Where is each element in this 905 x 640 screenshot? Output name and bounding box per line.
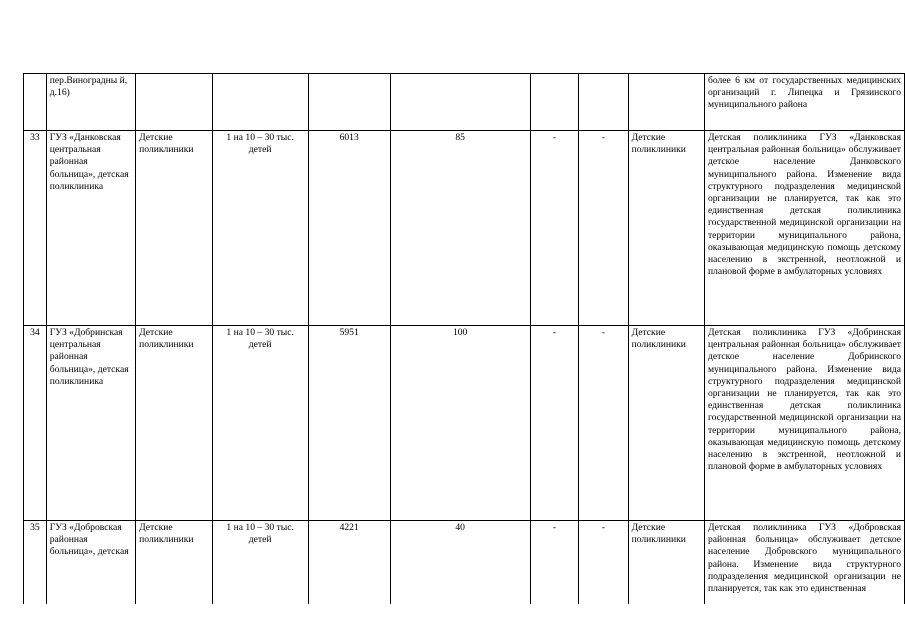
facility-name-cell: ГУЗ «Данковская центральная районная больница», детская поликлиника: [46, 131, 135, 326]
column-7-cell: -: [530, 131, 578, 326]
norm-cell: 1 на 10 – 30 тыс. детей: [212, 326, 308, 521]
new-type-cell: Детские поликлиники: [628, 326, 704, 521]
row-number-cell: [24, 74, 47, 131]
note-cell: Детская поликлиника ГУЗ «Добровская районная больница» обслуживает детское население Добровского муниципального района. Изменение вида структурного подразделения медицинской организации не планируется, так как это единственная: [704, 521, 904, 621]
facilities-table: [23, 73, 905, 621]
facility-type-cell: [136, 74, 212, 131]
facility-name-cell: ГУЗ «Добровская районная больница», детская: [46, 521, 135, 621]
new-type-cell: Детские поликлиники: [628, 131, 704, 326]
table-row: [24, 74, 905, 131]
table-row: [24, 131, 905, 326]
population-cell: 4221: [308, 521, 390, 621]
column-8-cell: -: [579, 521, 628, 621]
note-cell: Детская поликлиника ГУЗ «Добринская центральная районная больница» обслуживает детское население Добринского муниципального района. Изменение вида структурного подразделения медицинской организации не планируется, так как это единственная детская поликлиника государственной медицинской организации на территории муниципального района, оказывающая медицинскую помощь детскому населению в экстренной, неотложной и плановой форме в амбулаторных условиях: [704, 326, 904, 521]
population-cell: 5951: [308, 326, 390, 521]
capacity-cell: 100: [390, 326, 530, 521]
population-cell: 6013: [308, 131, 390, 326]
new-type-cell: Детские поликлиники: [628, 521, 704, 621]
page-bottom-margin: [0, 604, 905, 640]
row-number-cell: 35: [24, 521, 47, 621]
capacity-cell: 40: [390, 521, 530, 621]
facility-name-cell: ГУЗ «Добринская центральная районная больница», детская поликлиника: [46, 326, 135, 521]
row-number-cell: 33: [24, 131, 47, 326]
norm-cell: [212, 74, 308, 131]
facility-type-cell: Детские поликлиники: [136, 521, 212, 621]
row-number-cell: 34: [24, 326, 47, 521]
note-cell: Детская поликлиника ГУЗ «Данковская центральная районная больница» обслуживает детское население Данковского муниципального района. Изменение вида структурного подразделения медицинской организации не планируется, так как это единственная детская поликлиника государственной медицинской организации на территории муниципального района, оказывающая медицинскую помощь детскому населению в экстренной, неотложной и плановой форме в амбулаторных условиях: [704, 131, 904, 326]
table-row: [24, 326, 905, 521]
new-type-cell: [628, 74, 704, 131]
column-7-cell: -: [530, 326, 578, 521]
facility-type-cell: Детские поликлиники: [136, 131, 212, 326]
column-8-cell: [579, 74, 628, 131]
column-8-cell: -: [579, 326, 628, 521]
facility-name-cell: пер.Виноградны й, д.16): [46, 74, 135, 131]
facility-type-cell: Детские поликлиники: [136, 326, 212, 521]
note-cell: более 6 км от государственных медицинских организаций г. Липецка и Грязинского муниципального района: [704, 74, 904, 131]
norm-cell: 1 на 10 – 30 тыс. детей: [212, 521, 308, 621]
column-7-cell: -: [530, 521, 578, 621]
column-8-cell: -: [579, 131, 628, 326]
capacity-cell: [390, 74, 530, 131]
capacity-cell: 85: [390, 131, 530, 326]
population-cell: [308, 74, 390, 131]
column-7-cell: [530, 74, 578, 131]
norm-cell: 1 на 10 – 30 тыс. детей: [212, 131, 308, 326]
